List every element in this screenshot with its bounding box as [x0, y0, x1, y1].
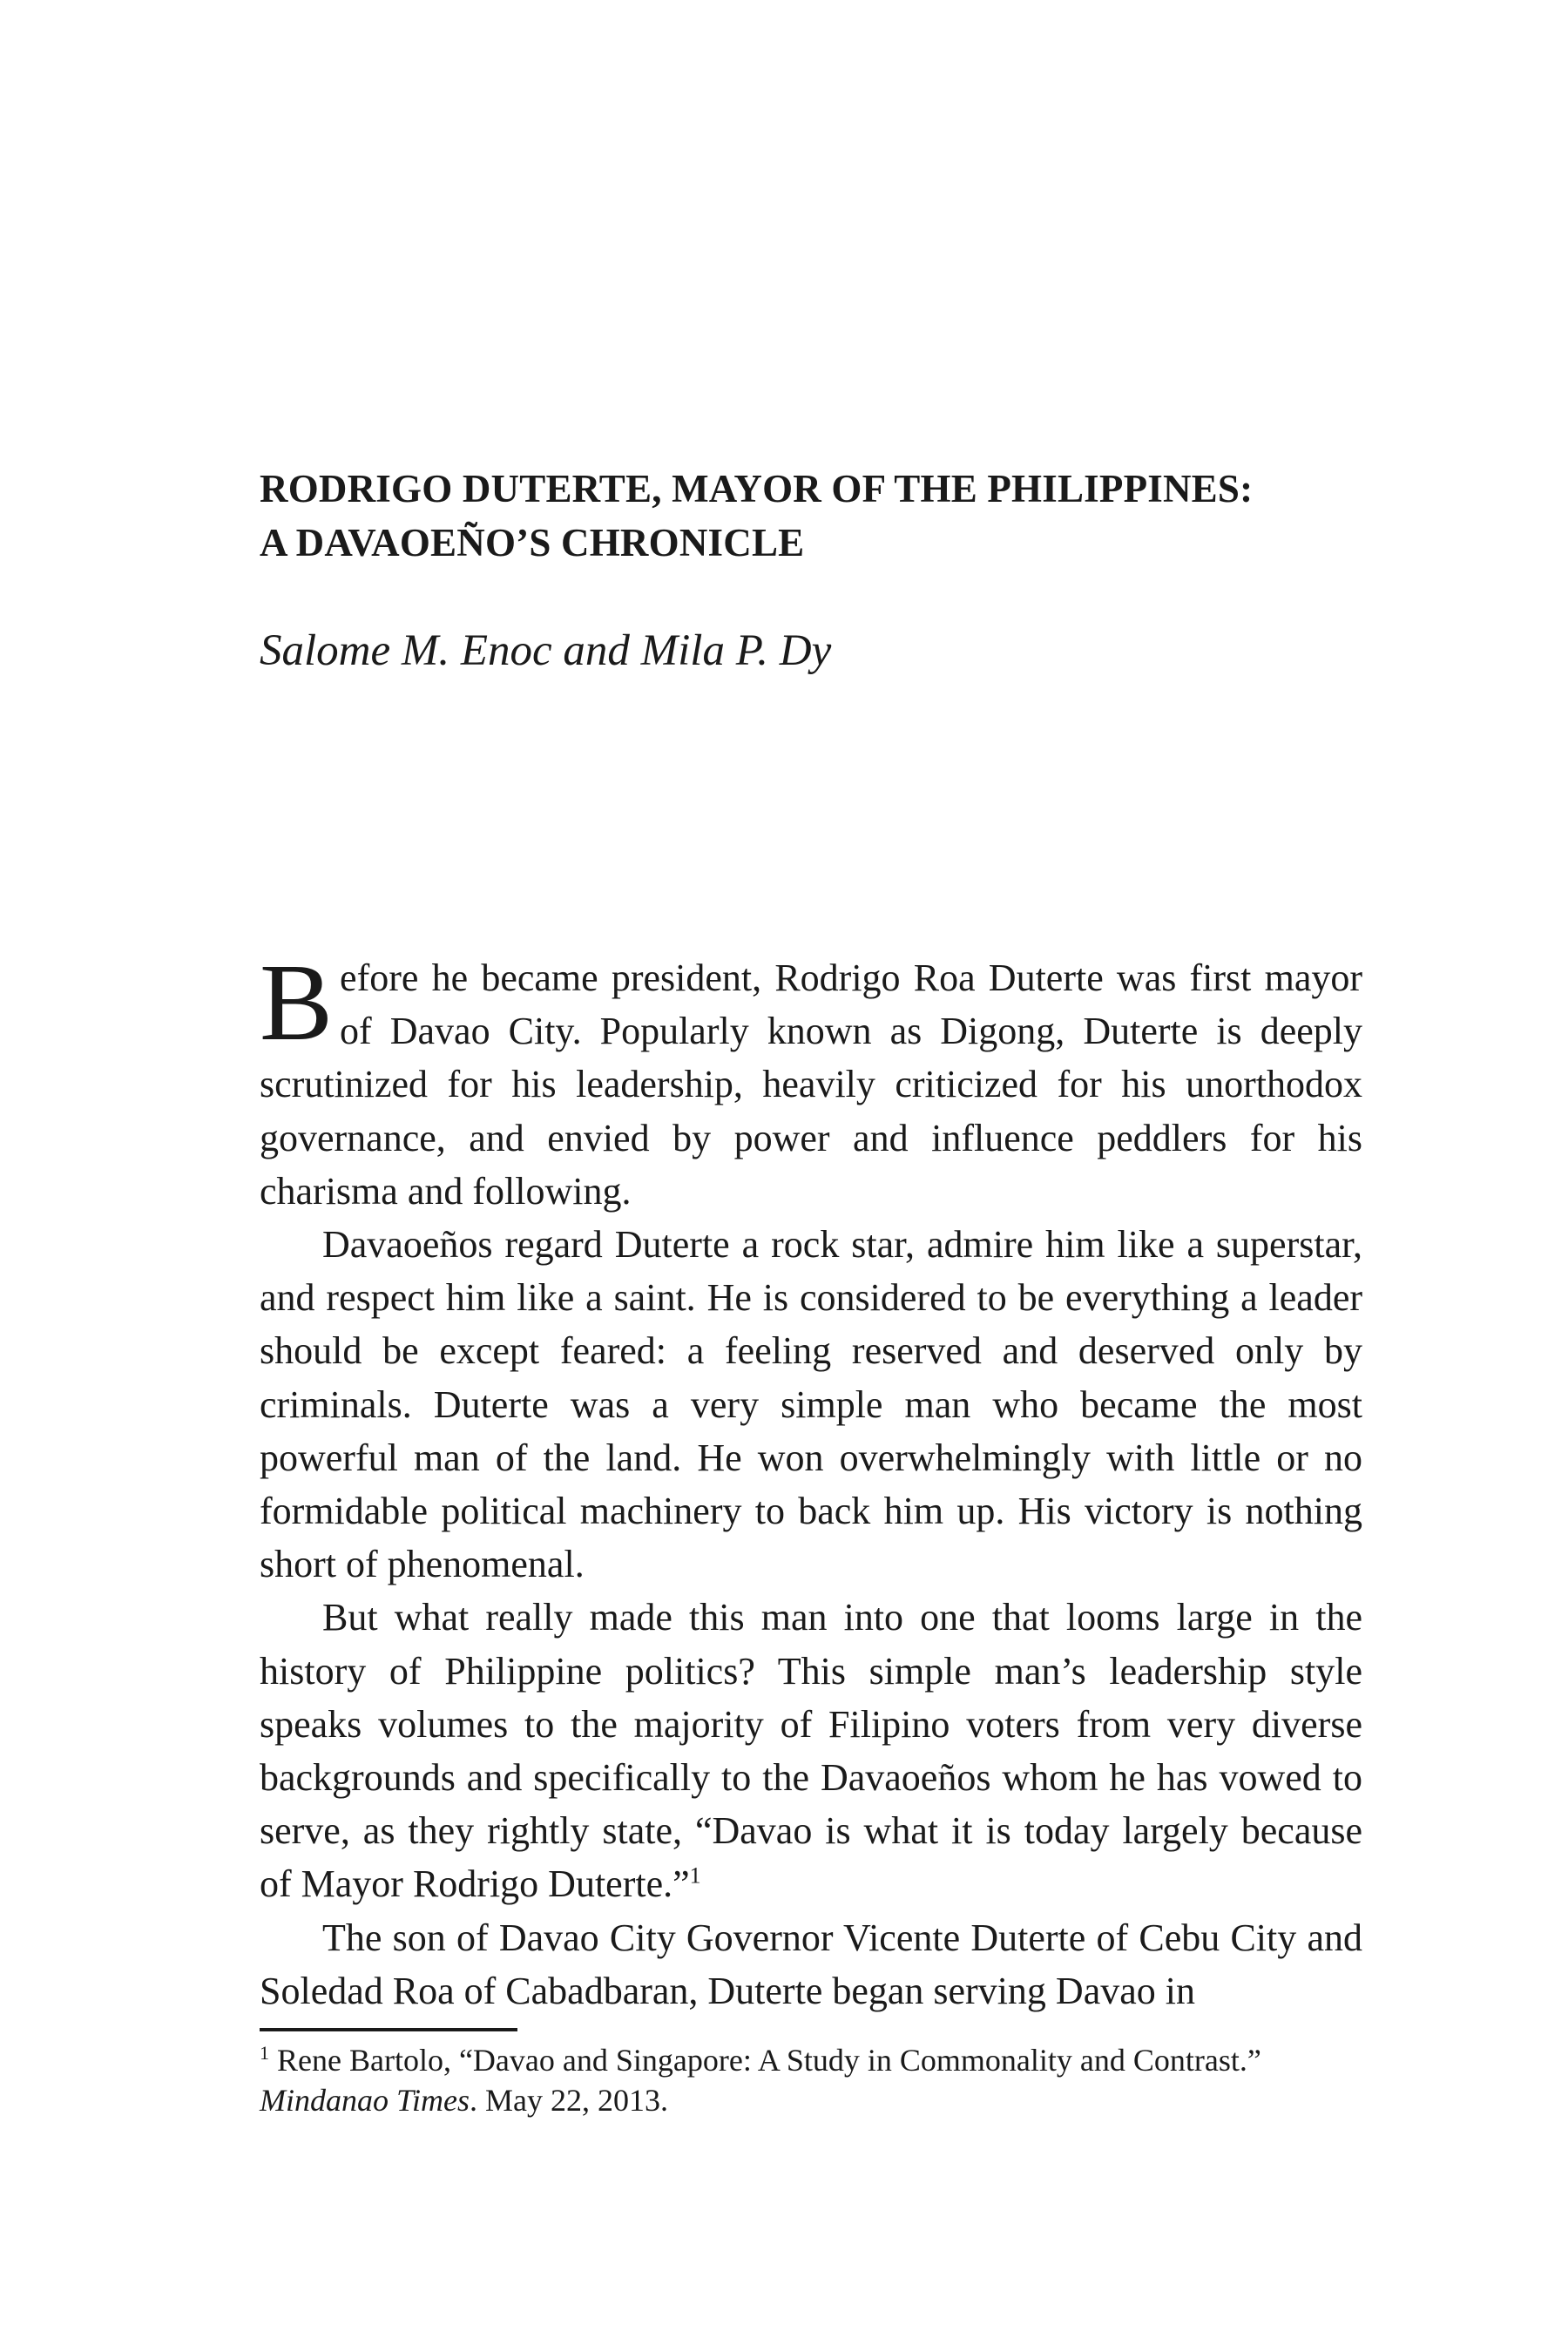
footnote-citation: Rene Bartolo, “Davao and Singapore: A Study in Commonality and Contrast.”: [269, 2043, 1261, 2078]
body-paragraph-1: [260, 943, 1362, 1218]
body-paragraph-1-text: efore he became president, Rodrigo Roa Duterte was first mayor of Davao City. Popularly known as Digong, Duterte is deeply scrutinized for his leadership, heavily criticized for his unorthodox governance, and envied by power and influence peddlers for his charisma and following.: [260, 956, 1362, 1213]
chapter-authors: Salome M. Enoc and Mila P. Dy: [260, 626, 832, 675]
drop-cap: B: [260, 943, 334, 1064]
footnote-divider: [260, 2028, 517, 2031]
footnote-number: 1: [260, 2042, 269, 2064]
footnote-date: . May 22, 2013.: [470, 2083, 669, 2118]
body-paragraph-3-text: But what really made this man into one that looms large in the history of Philippine politics? This simple man’s leadership style speaks volumes to the majority of Filipino voters from very diverse backgrounds and specifically to the Davaoeños whom he has vowed to serve, as they rightly state, “Davao is what it is today largely because of Mayor Rodrigo Duterte.”: [260, 1596, 1362, 1906]
body-paragraph-3: [260, 1591, 1362, 1910]
footnote-line-1: [260, 2040, 1375, 2080]
chapter-title-line-2: A DAVAOEÑO’S CHRONICLE: [260, 521, 805, 564]
footnote-reference: 1: [689, 1862, 701, 1889]
chapter-body: [260, 943, 1362, 2017]
body-paragraph-2: Davaoeños regard Duterte a rock star, admire him like a superstar, and respect him like a saint. He is considered to be everything a leader should be except feared: a feeling reserved and deserved only by criminals. Duterte was a very simple man who became the most powerful man of the land. He won overwhelmingly with little or no formidable political machinery to back him up. His victory is nothing short of phenomenal.: [260, 1223, 1362, 1586]
footnote-publication: Mindanao Times: [260, 2083, 470, 2118]
body-paragraph-4: The son of Davao City Governor Vicente Duterte of Cebu City and Soledad Roa of Cabadbaran, Duterte began serving Davao in: [260, 1916, 1362, 2012]
footnote: [260, 2040, 1375, 2120]
chapter-title-line-1: RODRIGO DUTERTE, MAYOR OF THE PHILIPPINES:: [260, 467, 1254, 510]
chapter-title: [260, 462, 1366, 570]
footnote-line-2: [260, 2080, 1375, 2120]
